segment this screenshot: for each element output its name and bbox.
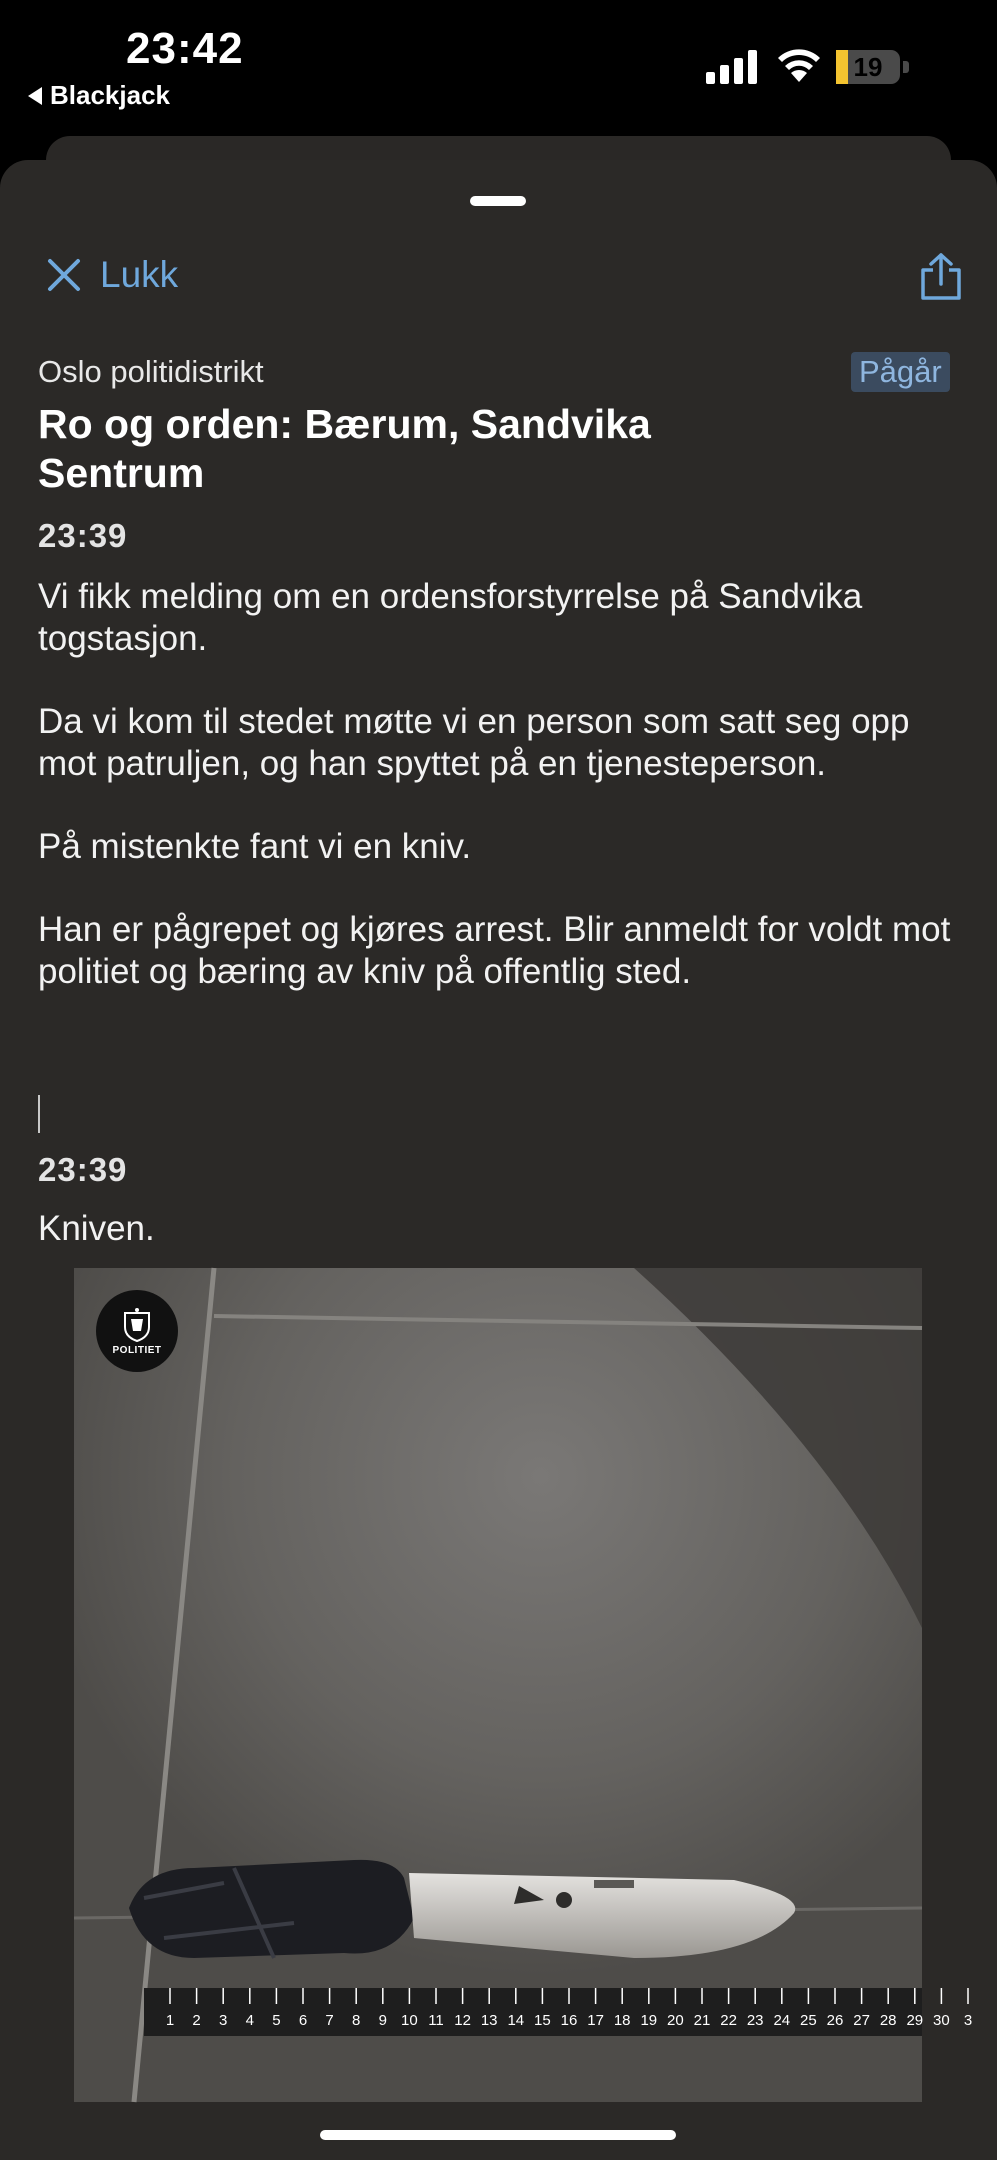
ruler-number: 12 [454,2012,471,2029]
knife-photo-image [74,1268,973,2102]
ruler-number: 8 [352,2012,361,2029]
ruler-number: 14 [507,2012,525,2029]
battery-cap [903,61,909,73]
update-paragraph: Da vi kom til stedet møtte vi en person som satt seg opp mot patruljen, og han spyttet på en tjenesteperson. [38,702,910,783]
update-time: 23:39 [38,517,128,554]
update-text [38,1208,968,1250]
incident-sheet [0,160,997,2160]
text-cursor [38,1095,40,1133]
ruler-number: 13 [480,2012,498,2029]
ruler-number: 9 [378,2012,387,2029]
update-paragraph: Kniven. [38,1209,155,1248]
ruler-number: 28 [879,2012,897,2029]
battery-level: 19 [853,52,883,82]
battery-body [836,50,900,84]
update-text [38,576,968,993]
ruler-number: 21 [693,2012,711,2029]
ruler-number: 18 [613,2012,631,2029]
home-indicator[interactable] [320,2130,676,2140]
ruler-number: 27 [853,2012,870,2029]
ruler-number: 15 [534,2012,551,2029]
ruler-number: 4 [245,2012,254,2029]
ruler-number: 5 [272,2012,281,2029]
status-badge: Pågår [851,352,950,392]
knife-photo[interactable] [74,1268,973,2102]
ruler-number: 20 [667,2012,684,2029]
police-logo [96,1290,178,1372]
ruler-number: 22 [720,2012,737,2029]
ruler-number: 24 [773,2012,791,2029]
status-bar [0,0,997,130]
share-icon[interactable] [918,252,964,302]
ruler-number: 17 [587,2012,604,2029]
ruler-number: 26 [826,2012,844,2029]
ruler-number: 23 [746,2012,764,2029]
incident-title: Ro og orden: Bærum, Sandvika Sentrum [38,401,651,496]
police-logo-text: POLITIET [112,1344,162,1356]
ruler-number: 3 [963,2012,973,2029]
close-icon [46,257,82,293]
ruler-number: 25 [800,2012,817,2029]
update-paragraph: Vi fikk melding om en ordensforstyrrelse på Sandvika togstasjon. [38,577,863,658]
ruler-number: 3 [219,2012,228,2029]
close-button[interactable] [46,254,178,296]
ruler-number: 30 [933,2012,950,2029]
ruler-number: 19 [640,2012,658,2029]
ruler-number: 16 [560,2012,578,2029]
sheet-grabber[interactable] [470,196,526,206]
back-to-app-link[interactable] [28,80,170,111]
ruler-number: 29 [906,2012,924,2029]
update-paragraph: Han er pågrepet og kjøres arrest. Blir anmeldt for voldt mot politiet og bæring av kniv på offentlig sted. [38,910,951,991]
back-triangle-icon [28,87,42,105]
back-app-label: Blackjack [50,80,170,110]
close-label: Lukk [100,254,179,295]
update-time: 23:39 [38,1151,128,1188]
ruler-number: 7 [325,2012,334,2029]
battery-indicator [836,50,910,84]
status-time: 23:42 [126,24,244,73]
ruler-number: 1 [165,2012,175,2029]
update-paragraph: På mistenkte fant vi en kniv. [38,827,472,866]
ruler-number: 2 [192,2012,201,2029]
ruler-number: 11 [428,2012,444,2029]
cellular-signal-icon [706,50,760,84]
ruler-number: 6 [298,2012,308,2029]
police-crest-icon [121,1307,153,1343]
police-district: Oslo politidistrikt [38,354,264,389]
wifi-icon [776,44,822,84]
ruler-number: 10 [401,2012,418,2029]
